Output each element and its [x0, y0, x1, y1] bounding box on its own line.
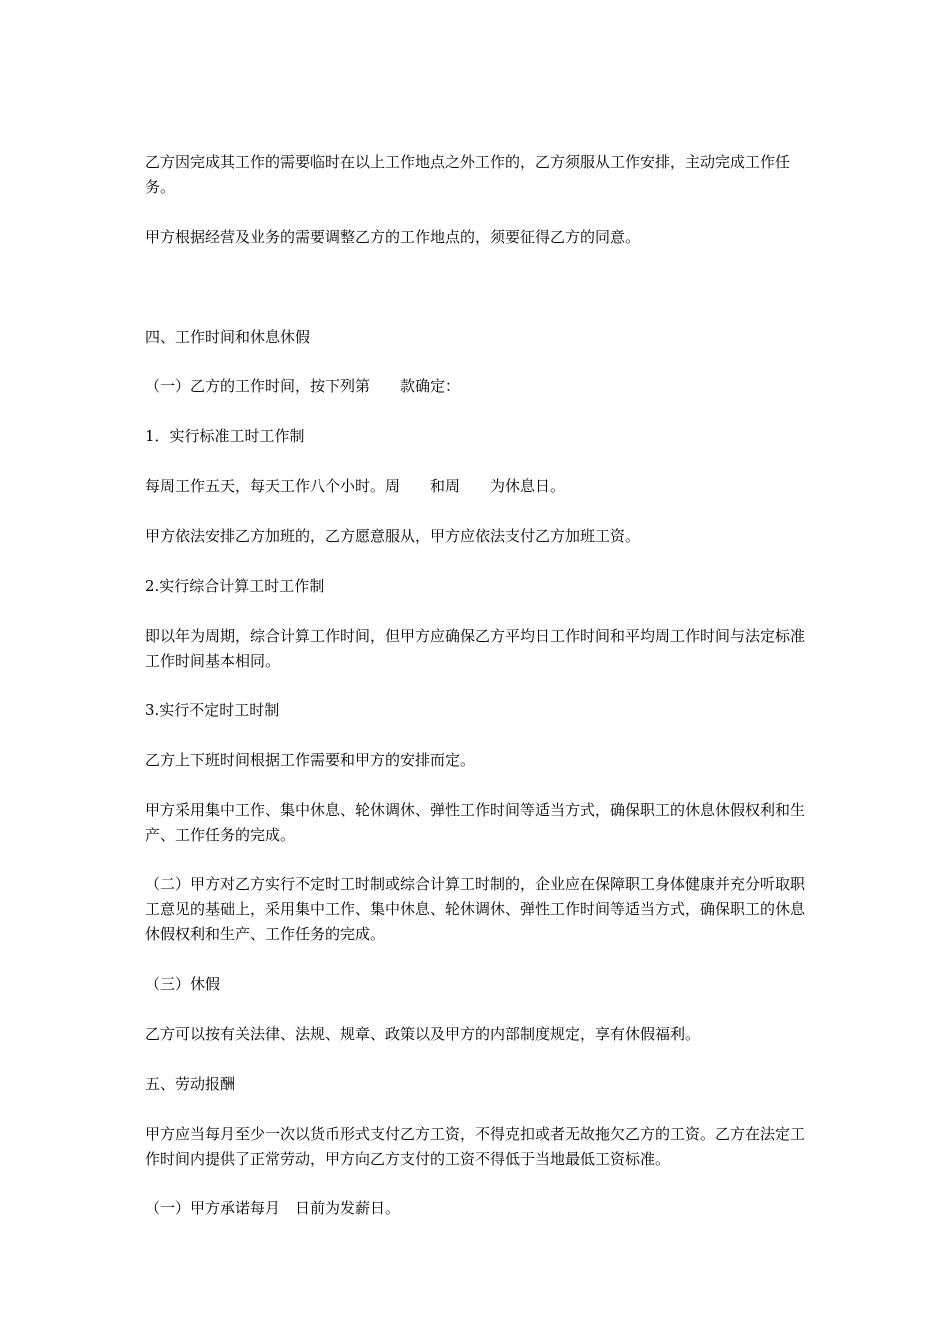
subsection-payday: （一）甲方承诺每月 日前为发薪日。: [145, 1199, 401, 1217]
paragraph-overtime: 甲方依法安排乙方加班的，乙方愿意服从，甲方应依法支付乙方加班工资。: [145, 527, 641, 545]
item-comprehensive-hours: 2.实行综合计算工时工作制: [145, 577, 325, 595]
paragraph-shift-times: 乙方上下班时间根据工作需要和甲方的安排而定。: [145, 751, 476, 769]
paragraph-temporary-work-location: 乙方因完成其工作的需要临时在以上工作地点之外工作的，乙方须服从工作安排，主动完成工作任务。: [145, 153, 791, 196]
subsection-work-time-clause: （一）乙方的工作时间，按下列第 款确定：: [145, 377, 461, 395]
section-heading-compensation: 五、劳动报酬: [145, 1075, 236, 1093]
item-standard-hours: 1．实行标准工时工作制: [145, 427, 305, 445]
subsection-flexible-comprehensive: （二）甲方对乙方实行不定时工时制或综合计算工时制的，企业应在保障职工身体健康并充分听取职工意见的基础上，采用集中工作、集中休息、轮休调休、弹性工作时间等适当方式，确保职工的休息休假权利和生产、工作任务的完成。: [145, 875, 806, 943]
paragraph-rest-methods: 甲方采用集中工作、集中休息、轮休调休、弹性工作时间等适当方式，确保职工的休息休假权利和生产、工作任务的完成。: [145, 801, 806, 844]
paragraph-annual-period: 即以年为周期，综合计算工作时间，但甲方应确保乙方平均日工作时间和平均周工作时间与法定标准工作时间基本相同。: [145, 627, 806, 670]
subsection-vacation: （三）休假: [145, 975, 221, 993]
paragraph-adjust-work-location: 甲方根据经营及业务的需要调整乙方的工作地点的，须要征得乙方的同意。: [145, 228, 641, 246]
paragraph-weekly-schedule: 每周工作五天，每天工作八个小时。周 和周 为休息日。: [145, 477, 566, 495]
section-heading-work-time: 四、工作时间和休息休假: [145, 328, 311, 346]
paragraph-vacation-benefits: 乙方可以按有关法律、法规、规章、政策以及甲方的内部制度规定，享有休假福利。: [145, 1025, 701, 1043]
item-flexible-hours: 3.实行不定时工时制: [145, 701, 280, 719]
paragraph-wage-payment: 甲方应当每月至少一次以货币形式支付乙方工资，不得克扣或者无故拖欠乙方的工资。乙方在法定工作时间内提供了正常劳动，甲方向乙方支付的工资不得低于当地最低工资标准。: [145, 1125, 806, 1168]
